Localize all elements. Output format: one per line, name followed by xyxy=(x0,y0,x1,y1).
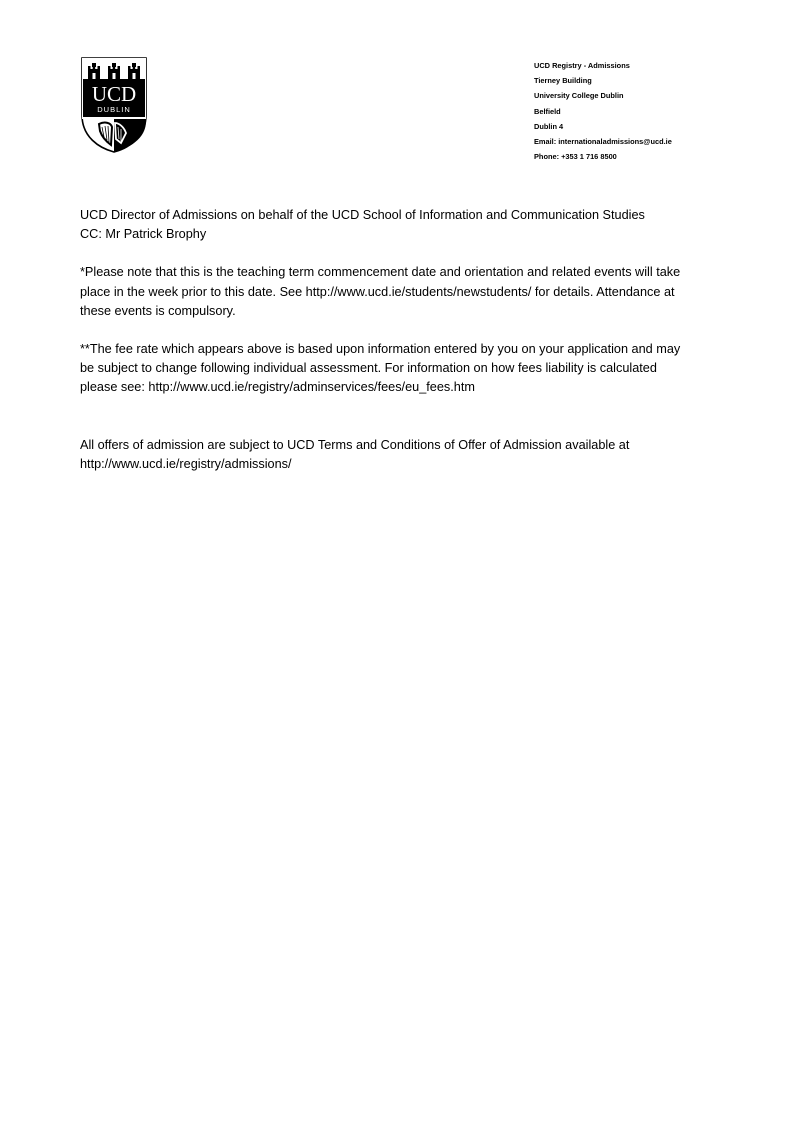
ucd-subtitle: DUBLIN xyxy=(97,105,131,114)
term-note-line: place in the week prior to this date. See http://www.ucd.ie/students/newstudents/ for details. Attendance at xyxy=(80,284,675,299)
terms-paragraph xyxy=(80,436,720,474)
address-line-phone: Phone: +353 1 716 8500 xyxy=(534,152,617,162)
address-line-area: Belfield xyxy=(534,106,561,116)
address-line-university: University College Dublin xyxy=(534,91,624,101)
fee-note-paragraph xyxy=(80,340,720,398)
ucd-wordmark: UCD xyxy=(91,82,137,106)
terms-line: All offers of admission are subject to UCD Terms and Conditions of Offer of Admission available at xyxy=(80,437,630,452)
registry-address-block xyxy=(534,58,774,164)
terms-line: http://www.ucd.ie/registry/admissions/ xyxy=(80,456,292,471)
term-note-paragraph xyxy=(80,263,720,321)
term-note-line: these events is compulsory. xyxy=(80,303,236,318)
address-line-email: Email: internationaladmissions@ucd.ie xyxy=(534,137,672,147)
address-line-city: Dublin 4 xyxy=(534,121,564,131)
ucd-logo xyxy=(81,57,147,153)
signature-paragraph xyxy=(80,206,720,244)
fee-note-line: be subject to change following individual assessment. For information on how fees liability is calculated xyxy=(80,361,657,376)
address-line-office: UCD Registry - Admissions xyxy=(534,61,630,70)
ucd-crest-icon xyxy=(81,57,147,153)
signature-line: UCD Director of Admissions on behalf of the UCD School of Information and Communication Studies xyxy=(80,208,645,222)
fee-note-line: please see: http://www.ucd.ie/registry/adminservices/fees/eu_fees.htm xyxy=(80,380,475,395)
fee-note-line: **The fee rate which appears above is based upon information entered by you on your application and may xyxy=(80,342,681,357)
term-note-line: *Please note that this is the teaching term commencement date and orientation and related events will take xyxy=(80,265,681,280)
cc-line: CC: Mr Patrick Brophy xyxy=(80,227,207,242)
letter-body xyxy=(80,206,720,474)
address-line-building: Tierney Building xyxy=(534,76,592,86)
